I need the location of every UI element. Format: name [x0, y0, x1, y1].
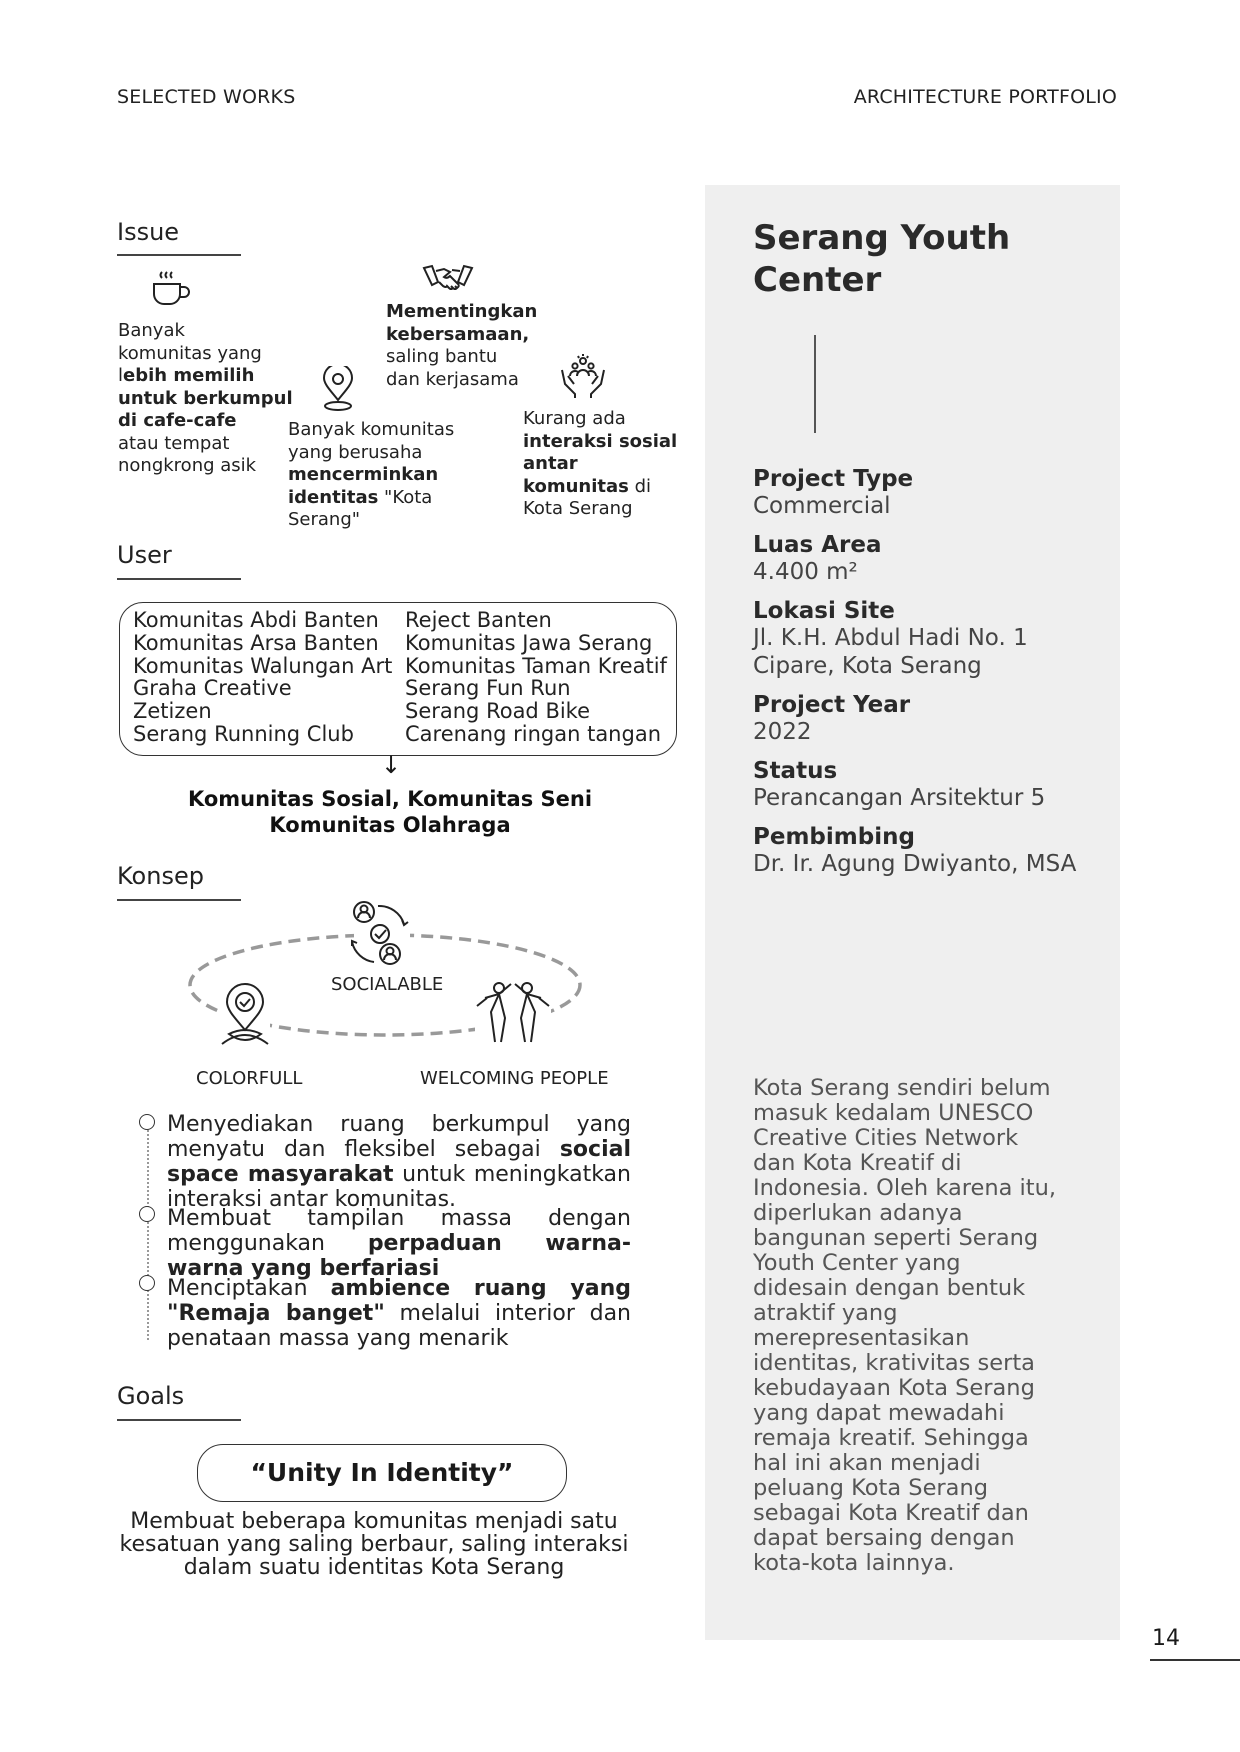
issue-bold-run: di cafe-cafe: [118, 410, 237, 431]
description-line: kota-kota lainnya.: [753, 1550, 955, 1576]
issue-text-run: Banyak: [118, 320, 185, 341]
user-community-item: Serang Road Bike: [405, 699, 591, 724]
issue-text-run: dan kerjasama: [386, 368, 519, 390]
meta-group: [753, 598, 1113, 680]
user-summary-line2: Komunitas Olahraga: [269, 813, 511, 837]
community-hands-icon: [558, 352, 608, 400]
user-title: User: [117, 541, 172, 569]
issue-line: [386, 369, 537, 392]
description-line: sebagai Kota Kreatif dan: [753, 1500, 1029, 1526]
concept-bullet-text: [167, 1206, 631, 1281]
issue-line: [118, 320, 293, 343]
concept-label-sociable: SOCIALABLE: [331, 974, 444, 995]
goals-desc-line2: kesatuan yang saling berbaur, saling interaksi: [119, 1532, 629, 1557]
issue-text-run: di: [628, 475, 652, 497]
handshake-icon: [422, 262, 474, 294]
user-community-item: Komunitas Arsa Banten: [133, 630, 379, 655]
goals-desc-line3: dalam suatu identitas Kota Serang: [183, 1555, 565, 1580]
panel-divider: [814, 335, 816, 433]
bullet-dot: [139, 1275, 155, 1291]
issue-line: [288, 509, 454, 532]
user-community-item: Reject Banten: [405, 608, 552, 632]
issue-line: [118, 433, 293, 456]
issue-text-run: yang berusaha: [288, 441, 423, 463]
issue-bold-run: komunitas: [523, 475, 629, 497]
project-title: [753, 217, 1010, 301]
issue-text-run: komunitas yang: [118, 342, 262, 364]
issue-line: [523, 476, 677, 499]
user-community-item: Komunitas Abdi Banten: [133, 608, 379, 632]
issue-line: [118, 343, 293, 366]
concept-bullet-text: [167, 1276, 631, 1351]
meta-label: Pembimbing: [753, 824, 915, 850]
konsep-title: Konsep: [117, 862, 204, 890]
description-line: identitas, krativitas serta: [753, 1350, 1035, 1376]
issue-line: [288, 464, 454, 487]
description-line: kebudayaan Kota Serang: [753, 1375, 1035, 1401]
issue-line: [523, 453, 677, 476]
bullet-text-run: untuk meningkatkan interaksi antar komunitas.: [167, 1162, 631, 1212]
issue-bold-run: untuk berkumpul: [118, 387, 293, 409]
header-right: ARCHITECTURE PORTFOLIO: [853, 86, 1117, 108]
down-arrow-icon: ↓: [381, 751, 402, 779]
bullet-bold-run: perpaduan warna-warna yang berfariasi: [167, 1231, 631, 1281]
description-line: remaja kreatif. Sehingga: [753, 1425, 1029, 1451]
issue-bold-run: Mementingkan: [386, 301, 538, 322]
project-title-line2: Center: [753, 260, 882, 300]
user-community-item: Serang Fun Run: [405, 676, 571, 701]
user-list-col1: [133, 609, 392, 746]
issue-bold-run: mencerminkan: [288, 464, 439, 485]
location-pin-icon: [318, 366, 358, 414]
issue-line: [386, 324, 537, 347]
user-community-item: Graha Creative: [133, 676, 292, 701]
issue-text-run: atau tempat: [118, 432, 230, 454]
meta-value: Perancangan Arsitektur 5: [753, 785, 1046, 811]
user-community-item: Komunitas Walungan Art: [133, 653, 393, 678]
meta-label: Status: [753, 758, 838, 784]
issue-line: [118, 365, 293, 388]
issue-line: [386, 346, 537, 369]
bullet-bold-run: ambience ruang yang "Remaja banget": [167, 1276, 631, 1326]
concept-label-colorful: COLORFULL: [196, 1068, 303, 1089]
meta-group: [753, 466, 1113, 520]
issue-text-run: saling bantu: [386, 346, 498, 367]
description-line: Indonesia. Oleh karena itu,: [753, 1175, 1057, 1201]
bullet-dot: [139, 1114, 155, 1130]
user-community-item: Serang Running Club: [133, 721, 354, 746]
user-community-item: Carenang ringan tangan: [405, 721, 661, 746]
goals-quote-box: “Unity In Identity”: [197, 1444, 567, 1502]
issue-text-run: Serang": [288, 509, 361, 530]
issue-bold-run: identitas: [288, 486, 379, 508]
description-line: didesain dengan bentuk: [753, 1275, 1026, 1301]
header-left: SELECTED WORKS: [117, 86, 296, 108]
issue-bold-run: antar: [523, 453, 578, 474]
meta-value: 4.400 m²: [753, 559, 858, 585]
meta-value: Commercial: [753, 493, 891, 519]
meta-value: Cipare, Kota Serang: [753, 653, 982, 679]
issue-line: [288, 487, 454, 510]
user-community-item: Komunitas Jawa Serang: [405, 630, 653, 655]
description-line: Youth Center yang: [753, 1250, 961, 1276]
issue-item-togetherness: [386, 301, 537, 391]
welcoming-icon: [475, 978, 551, 1048]
colorful-icon: [220, 982, 270, 1048]
bullet-timeline-line: [147, 1130, 149, 1340]
description-line: yang dapat mewadahi: [753, 1400, 1005, 1426]
page-number-rule: [1150, 1659, 1240, 1661]
issue-title: Issue: [117, 218, 180, 246]
user-community-item: Zetizen: [133, 699, 212, 724]
issue-line: [523, 498, 677, 521]
issue-line: [118, 410, 293, 433]
user-community-item: Komunitas Taman Kreatif: [405, 653, 667, 678]
meta-group: [753, 532, 1113, 586]
bullet-text-run: Menciptakan: [167, 1276, 331, 1301]
sociable-icon: [352, 902, 410, 964]
coffee-cup-icon: [148, 266, 192, 310]
meta-label: Luas Area: [753, 532, 882, 558]
project-title-line1: Serang Youth: [753, 218, 1011, 258]
bullet-text-run: Membuat tampilan massa dengan menggunakan: [167, 1206, 631, 1256]
description-line: peluang Kota Serang: [753, 1475, 988, 1501]
issue-text-run: Kurang ada: [523, 408, 626, 429]
issue-text-run: l: [118, 365, 124, 386]
issue-text-run: Banyak komunitas: [288, 419, 455, 440]
user-summary: [150, 787, 630, 837]
description-line: dapat bersaing dengan: [753, 1525, 1015, 1551]
description-line: Kota Serang sendiri belum: [753, 1075, 1051, 1101]
meta-value: Dr. Ir. Agung Dwiyanto, MSA: [753, 851, 1077, 877]
meta-label: Lokasi Site: [753, 598, 895, 624]
issue-text-run: Kota Serang: [523, 498, 633, 519]
meta-value: 2022: [753, 719, 812, 745]
bullet-text-run: melalui interior dan penataan massa yang menarik: [167, 1301, 631, 1351]
meta-label: Project Type: [753, 466, 914, 492]
issue-line: [288, 442, 454, 465]
meta-group: [753, 824, 1113, 878]
user-summary-line1: Komunitas Sosial, Komunitas Seni: [187, 787, 593, 811]
concept-bullet-text: [167, 1112, 631, 1212]
project-meta: [753, 466, 1113, 890]
meta-label: Project Year: [753, 692, 911, 718]
bullet-bold-run: social space masyarakat: [167, 1137, 631, 1187]
issue-bold-run: interaksi sosial: [523, 430, 678, 452]
goals-desc-line1: Membuat beberapa komunitas menjadi satu: [130, 1509, 618, 1534]
issue-line: [118, 388, 293, 411]
meta-value: Jl. K.H. Abdul Hadi No. 1: [753, 625, 1028, 651]
description-line: Creative Cities Network: [753, 1125, 1019, 1151]
description-line: masuk kedalam UNESCO: [753, 1100, 1034, 1126]
issue-line: [386, 301, 537, 324]
bullet-dot: [139, 1206, 155, 1222]
issue-item-interaction: [523, 408, 677, 521]
issue-item-identity: [288, 419, 454, 532]
project-description: [753, 1076, 1103, 1576]
issue-line: [523, 408, 677, 431]
description-line: bangunan seperti Serang: [753, 1225, 1039, 1251]
description-line: dan Kota Kreatif di: [753, 1150, 962, 1176]
description-line: hal ini akan menjadi: [753, 1450, 981, 1476]
user-title-underline: [117, 578, 241, 580]
meta-group: [753, 692, 1113, 746]
issue-item-cafe: [118, 320, 293, 478]
issue-title-underline: [117, 254, 241, 256]
issue-line: [288, 419, 454, 442]
meta-group: [753, 758, 1113, 812]
user-list-col2: [405, 609, 667, 746]
issue-bold-run: kebersamaan,: [386, 323, 530, 345]
goals-description: [112, 1510, 636, 1579]
description-line: diperlukan adanya: [753, 1200, 963, 1226]
issue-text-run: "Kota: [378, 486, 433, 508]
bullet-text-run: Menyediakan ruang berkumpul yang menyatu dan fleksibel sebagai: [167, 1112, 631, 1162]
description-line: merepresentasikan: [753, 1325, 970, 1351]
page-number: 14: [1152, 1626, 1180, 1651]
issue-bold-run: ebih memilih: [123, 365, 255, 386]
concept-label-welcoming: WELCOMING PEOPLE: [420, 1068, 609, 1089]
issue-line: [523, 431, 677, 454]
goals-title: Goals: [117, 1382, 185, 1410]
description-line: atraktif yang: [753, 1300, 898, 1326]
goals-title-underline: [117, 1419, 241, 1421]
issue-text-run: nongkrong asik: [118, 455, 257, 476]
issue-line: [118, 455, 293, 478]
